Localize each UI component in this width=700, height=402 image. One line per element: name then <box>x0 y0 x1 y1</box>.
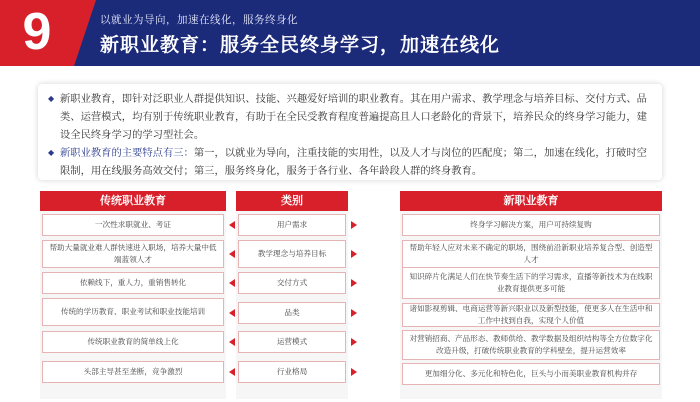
category-cell: 交付方式 <box>238 272 346 294</box>
arrow-left-icon <box>229 279 235 287</box>
arrow-left-icon <box>229 368 235 376</box>
traditional-cell: 传统职业教育的简单线上化 <box>42 331 224 353</box>
arrow-right-icon <box>351 368 357 376</box>
new-cell: 更加细分化、多元化和特色化，巨头与小而美职业教育机构并存 <box>402 363 660 385</box>
traditional-cell: 依赖线下，重人力，重销售转化 <box>42 272 224 294</box>
header <box>0 0 700 66</box>
new-cell: 知识碎片化满足人们在快节奏生活下的学习需求，直播等新技术为在线职业教育提供更多可能 <box>402 267 660 299</box>
new-cell: 帮助年轻人应对未来不确定的职场，围绕前沿新职业培养复合型、创造型人才 <box>402 240 660 268</box>
traditional-cell: 传统的学历教育、职业考试和职业技能培训 <box>42 298 224 326</box>
category-cell: 用户需求 <box>238 214 346 236</box>
new-cell: 诸如影视剪辑、电商运营等新兴职业以及新型技能，使更多人在生活中和工作中找到自我，实现个人价值 <box>402 303 660 327</box>
intro-text-2: 第一，以就业为导向，注重技能的实用性，以及人才与岗位的匹配度；第二，加速在线化，打破时空限制，用在线服务高效交付；第三，服务终身化，服务于各行业、各年龄段人群的终身教育。 <box>60 147 647 177</box>
arrow-right-icon <box>351 279 357 287</box>
category-cell: 品类 <box>238 302 346 324</box>
arrow-left-icon <box>229 338 235 346</box>
diamond-bullet-icon: ◆ <box>48 94 55 103</box>
arrow-left-icon <box>229 309 235 317</box>
diamond-bullet-icon: ◆ <box>48 148 55 157</box>
arrow-left-icon <box>229 250 235 258</box>
arrow-right-icon <box>351 250 357 258</box>
category-header: 类别 <box>236 191 348 211</box>
intro-paragraph-1 <box>48 90 650 144</box>
intro-box <box>38 84 662 180</box>
traditional-cell: 头部主导甚至垄断，竞争激烈 <box>42 361 224 383</box>
header-subtitle: 以就业为导向，加速在线化，服务终身化 <box>100 14 298 26</box>
arrow-right-icon <box>351 221 357 229</box>
intro-text-1: 新职业教育，即针对泛职业人群提供知识、技能、兴趣爱好培训的职业教育。其在用户需求、教学理念与培养目标、交付方式、品类、运营模式，均有别于传统职业教育，有助于在全民受教育程度普遍提高且人口老龄化的背景下，培养民众的终身学习能力，建设全民终身学习的学习型社会。 <box>60 93 647 141</box>
traditional-cell: 一次性求职就业、考证 <box>42 214 224 236</box>
arrow-right-icon <box>351 309 357 317</box>
new-cell: 对营销招商、产品形态、教师供给、教学数据及组织结构等全方位数字化改造升级，打破传统职业教育的学科壁垒，提升运营效率 <box>402 330 660 360</box>
traditional-header: 传统职业教育 <box>40 191 226 211</box>
category-cell: 运营模式 <box>238 331 346 353</box>
section-number: 9 <box>22 3 52 61</box>
new-cell: 终身学习解决方案，用户可持续复购 <box>402 214 660 236</box>
arrow-right-icon <box>351 338 357 346</box>
intro-highlight: 新职业教育的主要特点有三： <box>60 147 194 159</box>
traditional-cell: 帮助大量就业难人群快速进入职场，培养大量中低端蓝领人才 <box>42 240 224 268</box>
new-header: 新职业教育 <box>400 191 662 211</box>
page-title: 新职业教育：服务全民终身学习，加速在线化 <box>100 34 501 56</box>
arrow-left-icon <box>229 221 235 229</box>
category-cell: 行业格局 <box>238 361 346 383</box>
category-cell: 教学理念与培养目标 <box>238 240 346 268</box>
intro-paragraph-2 <box>48 144 650 180</box>
